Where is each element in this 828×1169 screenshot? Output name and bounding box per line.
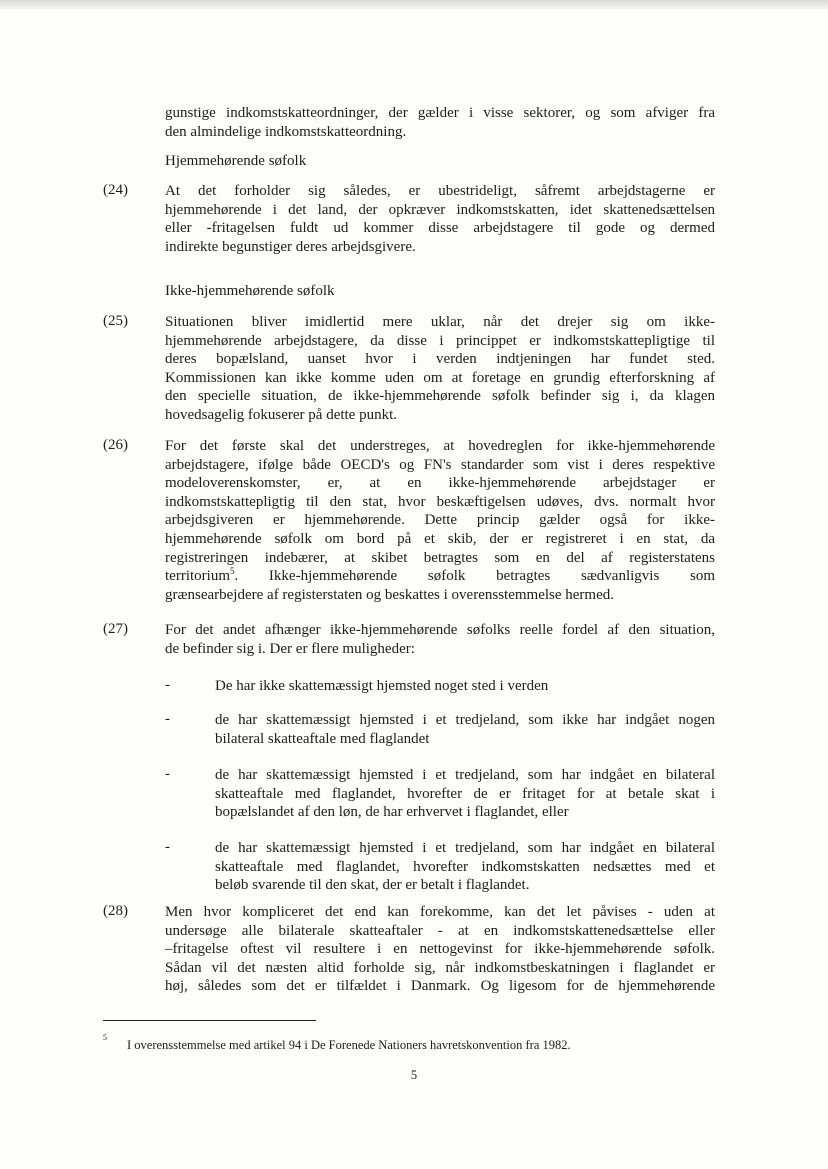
text-line: Situationen bliver imidlertid mere uklar, når det drejer sig om ikke- xyxy=(165,314,715,330)
text-line: At det forholder sig således, er ubestrideligt, såfremt arbejdstagerne er xyxy=(165,183,715,199)
paragraph-24 xyxy=(103,182,715,256)
text-line: arbejdstagere, ifølge både OECD's og FN's standarder som vist i deres respektive xyxy=(165,456,715,473)
text-line: De har ikke skattemæssigt hjemsted noget sted i verden xyxy=(215,678,549,694)
text-line: hjemmehørende i det land, der opkræver indkomstskatten, idet skattenedsættelsen xyxy=(165,201,715,218)
text-line: For det andet afhænger ikke-hjemmehørende søfolks reelle fordel af den situation, xyxy=(165,622,715,638)
paragraph-number: (27) xyxy=(103,621,128,637)
text-line: Kommissionen kan ikke komme uden om at foretage en grundig efterforskning af xyxy=(165,369,715,386)
text-line: indirekte begunstiger deres arbejdsgivere. xyxy=(165,238,416,255)
list-item xyxy=(165,677,715,696)
heading-text: Ikke-hjemmehørende søfolk xyxy=(165,283,335,299)
footnote-reference[interactable]: 5 xyxy=(229,566,235,577)
paragraph-28 xyxy=(103,903,715,996)
text-line: skatteaftale med flaglandet, hvorefter de er fritaget for at betale skat i xyxy=(215,785,715,802)
footnote-separator xyxy=(103,1020,316,1021)
scan-top-edge xyxy=(0,0,828,9)
text-line: de har skattemæssigt hjemsted i et tredjeland, som har indgået en bilateral xyxy=(215,840,715,856)
text-line: beløb svarende til den skat, der er betalt i flaglandet. xyxy=(215,877,530,894)
text-line: bopælslandet af den løn, de har erhvervet i flaglandet, eller xyxy=(215,804,569,821)
paragraph-number: (25) xyxy=(103,313,128,329)
paragraph-number: (26) xyxy=(103,437,128,453)
paragraph-number: (28) xyxy=(103,903,128,919)
text-line: –fritagelse oftest vil resultere i en nettogevinst for ikke-hjemmehørende søfolk. xyxy=(165,941,715,958)
text-fragment: . Ikke-hjemmehørende søfolk betragtes sædvanligvis som xyxy=(234,568,715,585)
dash-bullet: - xyxy=(165,839,170,855)
section-heading xyxy=(165,282,715,301)
text-line: deres bopælsland, uanset hvor i verden indtjeningen har fundet sted. xyxy=(165,351,715,368)
text-line: registreringen indebærer, at skibet betragtes som en del af registerstatens xyxy=(165,549,715,566)
text-line: eller -fritagelsen fuldt ud kommer disse arbejdstagere til gode og dermed xyxy=(165,220,715,237)
text-line: den almindelige indkomstskatteordning. xyxy=(165,123,407,140)
text-line: de har skattemæssigt hjemsted i et tredjeland, som har indgået en bilateral xyxy=(215,767,715,783)
text-line: arbejdsgiveren er hjemmehørende. Dette princip gælder også for ikke- xyxy=(165,512,715,529)
text-line: indkomstskattepligtig til den stat, hvor beskæftigelsen udøves, dvs. normalt hvor xyxy=(165,493,715,510)
text-line: undersøge alle bilaterale skatteaftaler - at en indkomstskattenedsættelse eller xyxy=(165,922,715,939)
page-number: 5 xyxy=(410,1068,418,1082)
footnote-number: 5 xyxy=(103,1033,107,1042)
section-heading xyxy=(165,152,715,171)
paragraph-27 xyxy=(103,621,715,658)
text-line: gunstige indkomstskatteordninger, der gælder i visse sektorer, og som afviger fra xyxy=(165,105,715,121)
text-line: de befinder sig i. Der er flere muligheder: xyxy=(165,640,415,657)
text-line: høj, således som det er tilfældet i Danmark. Og ligesom for de hjemmehørende xyxy=(165,978,715,995)
text-fragment: territorium xyxy=(165,568,230,585)
dash-bullet: - xyxy=(165,711,170,727)
paragraph-number: (24) xyxy=(103,182,128,198)
text-line: hjemmehørende søfolk om bord på et skib, der er registreret i en stat, da xyxy=(165,530,715,547)
text-line: hovedsagelig fokuserer på dette punkt. xyxy=(165,406,398,423)
text-line: modeloverenskomster, er, at en ikke-hjemmehørende arbejdstager er xyxy=(165,475,715,492)
text-line: Sådan vil det næsten altid forholde sig, når indkomstbeskatningen i flaglandet er xyxy=(165,959,715,976)
paragraph-26 xyxy=(103,437,715,604)
dash-bullet: - xyxy=(165,677,170,693)
footnote-text: I overensstemmelse med artikel 94 i De Forenede Nationers havretskonvention fra 1982. xyxy=(127,1038,571,1052)
text-line: bilateral skatteaftale med flaglandet xyxy=(215,730,430,747)
list-item xyxy=(165,711,715,748)
list-item xyxy=(165,766,715,822)
text-line: grænsearbejdere af registerstaten og beskattes i overensstemmelse hermed. xyxy=(165,586,614,603)
text-line: For det første skal det understreges, at hovedreglen for ikke-hjemmehørende xyxy=(165,438,715,454)
text-line: hjemmehørende arbejdstagere, da disse i princippet er indkomstskattepligtige til xyxy=(165,332,715,349)
text-line: skatteaftale med flaglandet, hvorefter indkomstskatten nedsættes med et xyxy=(215,858,715,875)
list-item xyxy=(165,839,715,895)
text-line: Men hvor kompliceret det end kan forekomme, kan det let påvises - uden at xyxy=(165,904,715,920)
text-line: den specielle situation, de ikke-hjemmehørende søfolk befinder sig i, da klagen xyxy=(165,388,715,405)
heading-text: Hjemmehørende søfolk xyxy=(165,153,307,169)
footnote-marker xyxy=(103,1033,107,1053)
text-line xyxy=(165,567,715,586)
text-line: de har skattemæssigt hjemsted i et tredjeland, som ikke har indgået nogen xyxy=(215,712,715,728)
paragraph-25 xyxy=(103,313,715,425)
dash-bullet: - xyxy=(165,766,170,782)
intro-paragraph xyxy=(165,104,715,141)
